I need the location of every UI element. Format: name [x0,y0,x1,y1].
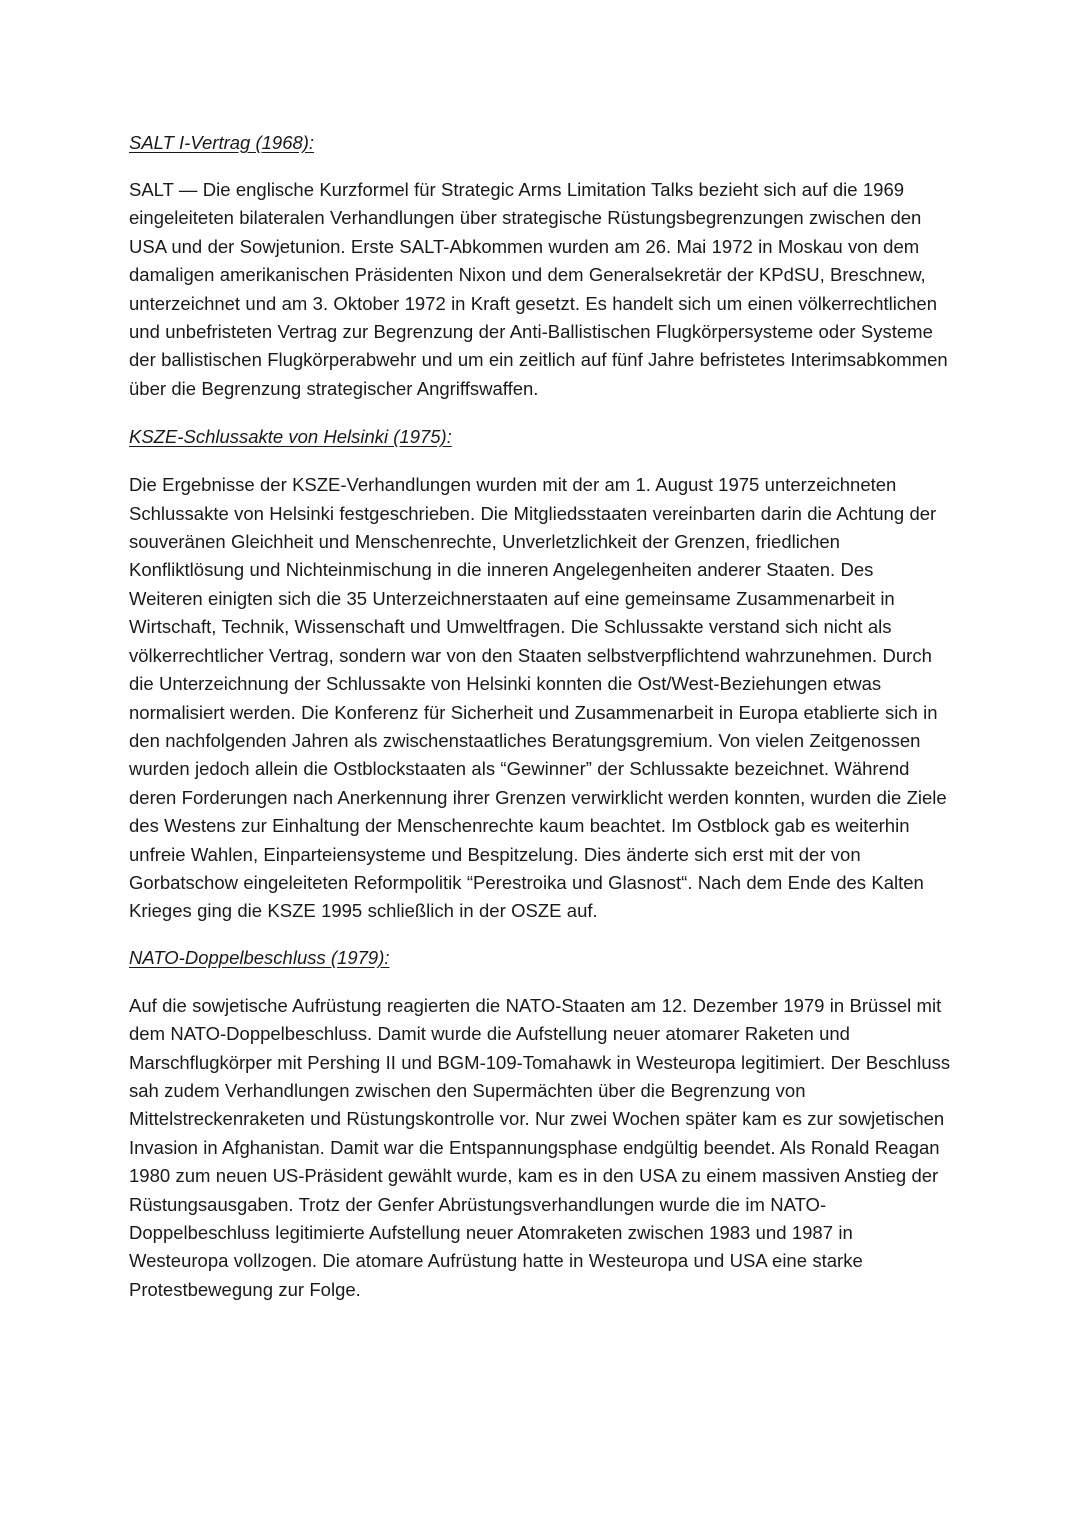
section-title-salt: SALT I-Vertrag (1968): [129,132,315,153]
document-content [129,130,951,1304]
section-body-salt: SALT — Die englische Kurzformel für Strategic Arms Limitation Talks bezieht sich auf die 1969 eingeleiteten bilateralen Verhandlungen über strategische Rüstungsbegrenzungen zwischen den USA und der Sowjetunion. Erste SALT-Abkommen wurden am 26. Mai 1972 in Moskau von dem damaligen amerikanischen Präsidenten Nixon und dem Generalsekretär der KPdSU, Breschnew, unterzeichnet und am 3. Oktober 1972 in Kraft gesetzt. Es handelt sich um einen völkerrechtlichen und unbefristeten Vertrag zur Begrenzung der Anti-Ballistischen Flugkörpersysteme oder Systeme der ballistischen Flugkörperabwehr und um ein zeitlich auf fünf Jahre befristetes Interimsabkommen über die Begrenzung strategischer Angriffswaffen. [129,179,948,399]
section-body-ksze: Die Ergebnisse der KSZE-Verhandlungen wurden mit der am 1. August 1975 unterzeichneten Schlussakte von Helsinki festgeschrieben. Die Mitgliedsstaaten vereinbarten darin die Achtung der souveränen Gleichheit und Menschenrechte, Unverletzlichkeit der Grenzen, friedlichen Konfliktlösung und Nichteinmischung in die inneren Angelegenheiten anderer Staaten. Des Weiteren einigten sich die 35 Unterzeichnerstaaten auf eine gemeinsame Zusammenarbeit in Wirtschaft, Technik, Wissenschaft und Umweltfragen. Die Schlussakte verstand sich nicht als völkerrechtlicher Vertrag, sondern war von den Staaten selbstverpflichtend wahrzunehmen. Durch die Unterzeichnung der Schlussakte von Helsinki konnten die Ost/West-Beziehungen etwas normalisiert werden. Die Konferenz für Sicherheit und Zusammenarbeit in Europa etablierte sich in den nachfolgenden Jahren als zwischenstaatliches Beratungsgremium. Von vielen Zeitgenossen wurden jedoch allein die Ostblockstaaten als “Gewinner” der Schlussakte bezeichnet. Während deren Forderungen nach Anerkennung ihrer Grenzen verwirklicht werden konnten, wurden die Ziele des Westens zur Einhaltung der Menschenrechte kaum beachtet. Im Ostblock gab es weiterhin unfreie Wahlen, Einparteiensysteme und Bespitzelung. Dies änderte sich erst mit der von Gorbatschow eingeleiteten Reformpolitik “Perestroika und Glasnost“. Nach dem Ende des Kalten Krieges ging die KSZE 1995 schließlich in der OSZE auf. [129,474,947,922]
section-title-ksze: KSZE-Schlussakte von Helsinki (1975): [129,426,452,448]
section-body-nato: Auf die sowjetische Aufrüstung reagierten die NATO-Staaten am 12. Dezember 1979 in Brüssel mit dem NATO-Doppelbeschluss. Damit wurde die Aufstellung neuer atomarer Raketen und Marschflugkörper mit Pershing II und BGM-109-Tomahawk in Westeuropa legitimiert. Der Beschluss sah zudem Verhandlungen zwischen den Supermächten über die Begrenzung von Mittelstreckenraketen und Rüstungskontrolle vor. Nur zwei Wochen später kam es zur sowjetischen Invasion in Afghanistan. Damit war die Entspannungsphase endgültig beendet. Als Ronald Reagan 1980 zum neuen US-Präsident gewählt wurde, kam es in den USA zu einem massiven Anstieg der Rüstungsausgaben. Trotz der Genfer Abrüstungsverhandlungen wurde die im NATO-Doppelbeschluss legitimierte Aufstellung neuer Atomraketen zwischen 1983 und 1987 in Westeuropa vollzogen. Die atomare Aufrüstung hatte in Westeuropa und USA eine starke Protestbewegung zur Folge. [129,994,951,1300]
section-title-nato: NATO-Doppelbeschluss (1979): [129,946,390,968]
